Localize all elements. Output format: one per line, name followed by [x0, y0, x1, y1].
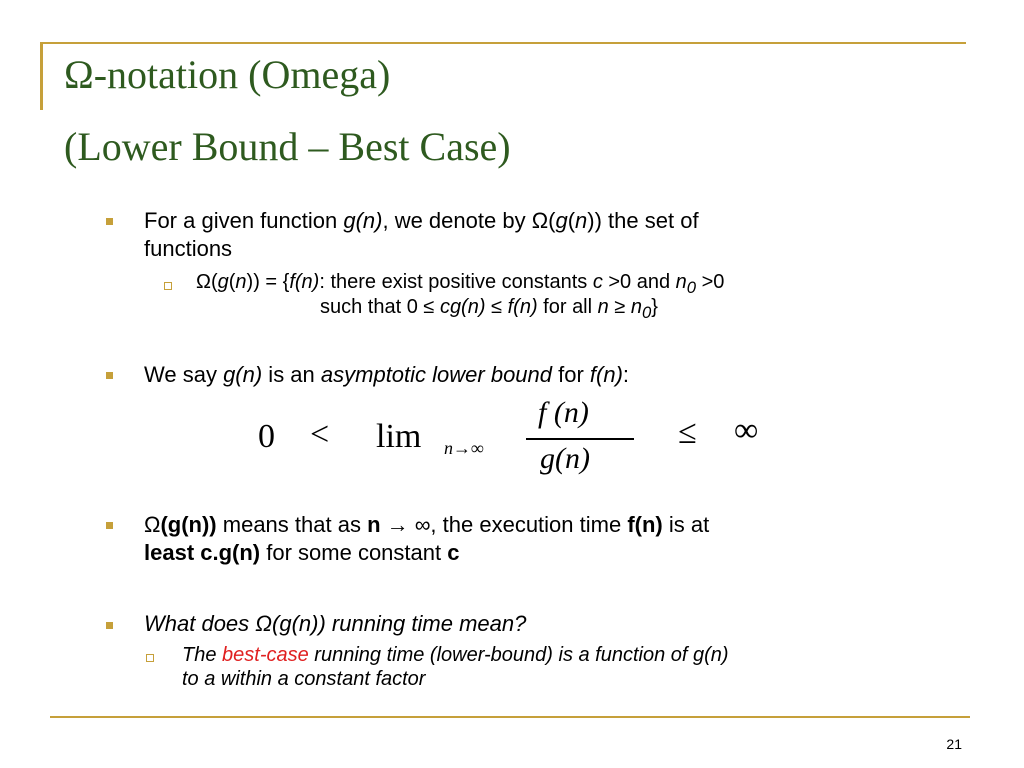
formula-zero: 0 — [258, 418, 275, 455]
slide-subtitle: (Lower Bound – Best Case) — [64, 124, 511, 169]
bullet-1: For a given function g(n), we denote by Ω(g(n)) the set of — [144, 208, 699, 233]
sub-bullet-icon — [164, 282, 172, 290]
fraction-bar — [526, 438, 634, 440]
formula-denominator: g(n) — [540, 442, 590, 475]
bullet-3: Ω(g(n)) means that as n → ∞, the execution time f(n) is at — [144, 512, 710, 537]
limit-formula — [258, 398, 778, 488]
sub-bullet-1: Ω(g(n)) = {f(n): there exist positive constants c >0 and $n_0 >0$ — [196, 271, 725, 297]
bullet-1-line2: functions — [144, 236, 233, 261]
bullet-4: What does Ω(g(n)) running time mean? — [144, 611, 527, 636]
bullet-square-icon — [106, 372, 113, 379]
bullet-3-line2: least c.g(n) for some constant c — [144, 540, 460, 565]
formula-less-than: < — [310, 416, 330, 453]
formula-lim: lim — [376, 418, 422, 455]
accent-vertical-bar — [40, 42, 43, 110]
formula-lim-subscript: n→∞ — [444, 438, 484, 458]
bullet-square-icon — [106, 218, 113, 225]
bullet-square-icon — [106, 522, 113, 529]
formula-numerator: f (n) — [538, 396, 589, 429]
page-number: 21 — [946, 736, 962, 752]
bullet-square-icon — [106, 622, 113, 629]
formula-infinity: ∞ — [734, 412, 759, 449]
sub-bullet-1-line2: such that 0 ≤ cg(n) ≤ f(n) for all $n \ge n_0$} — [320, 296, 658, 322]
slide-title: Ω-notation (Omega) — [64, 52, 391, 97]
accent-top-line — [40, 42, 966, 44]
sub-bullet-icon — [146, 654, 154, 662]
formula-less-equal: ≤ — [678, 414, 697, 451]
accent-bottom-line — [50, 716, 970, 718]
sub-bullet-4-line2: to a within a constant factor — [182, 668, 426, 690]
bullet-2: We say g(n) is an asymptotic lower bound for f(n): — [144, 362, 630, 387]
sub-bullet-4: The best-case running time (lower-bound) is a function of g(n) — [182, 644, 729, 666]
